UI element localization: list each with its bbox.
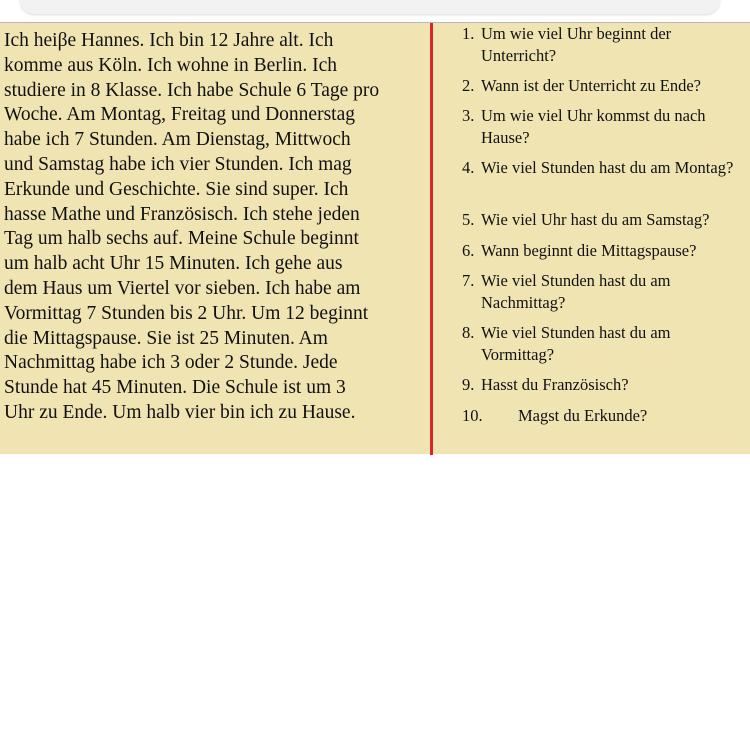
question-item xyxy=(462,75,747,97)
question-item xyxy=(462,209,747,231)
question-item xyxy=(462,270,747,313)
question-number: 4. xyxy=(462,158,475,177)
worksheet xyxy=(0,22,750,454)
question-text: Magst du Erkunde? xyxy=(518,406,648,425)
question-number: 8. xyxy=(462,323,475,342)
question-item xyxy=(462,23,747,66)
question-number: 9. xyxy=(462,375,475,394)
question-number: 1. xyxy=(462,24,475,43)
question-text: Wann ist der Unterricht zu Ende? xyxy=(481,76,701,95)
question-text: Wie viel Stunden hast du am Montag? xyxy=(481,158,734,177)
question-item xyxy=(462,405,747,427)
question-text: Wann beginnt die Mittagspause? xyxy=(481,241,697,260)
top-bar-pill xyxy=(20,0,720,14)
question-number: 7. xyxy=(462,271,475,290)
question-text: Um wie viel Uhr kommst du nach Hause? xyxy=(481,106,706,147)
question-number: 2. xyxy=(462,76,475,95)
question-number: 3. xyxy=(462,106,475,125)
question-text: Hasst du Französisch? xyxy=(481,375,629,394)
question-item xyxy=(462,105,747,148)
question-number: 6. xyxy=(462,241,475,260)
question-text: Wie viel Uhr hast du am Samstag? xyxy=(481,210,710,229)
question-number: 5. xyxy=(462,210,475,229)
question-item xyxy=(462,240,747,262)
question-text: Wie viel Stunden hast du am Nachmittag? xyxy=(481,271,671,312)
reading-text: Ich heiβe Hannes. Ich bin 12 Jahre alt. Ich komme aus Köln. Ich wohne in Berlin. Ich studiere in 8 Klasse. Ich habe Schule 6 Tage pro Woche. Am Montag, Freitag und Donnerstag habe ich 7 Stunden. Am Dienstag, Mittwoch und Samstag habe ich vier Stunden. Ich mag Erkunde und Geschichte. Sie sind super. Ich hasse Mathe und Französisch. Ich stehe jeden Tag um halb sechs auf. Meine Schule beginnt um halb acht Uhr 15 Minuten. Ich gehe aus dem Haus um Viertel vor sieben. Ich habe am Vormittag 7 Stunden bis 2 Uhr. Um 12 beginnt die Mittagspause. Sie ist 25 Minuten. Am Nachmittag habe ich 3 oder 2 Stunde. Jede Stunde hat 45 Minuten. Die Schule ist um 3 Uhr zu Ende. Um halb vier bin ich zu Hause. xyxy=(4,30,380,423)
question-text: Um wie viel Uhr beginnt der Unterricht? xyxy=(481,24,672,65)
question-item xyxy=(462,374,747,396)
question-item xyxy=(462,322,747,365)
question-number: 10. xyxy=(462,406,483,425)
question-item xyxy=(462,157,747,179)
top-bar xyxy=(0,0,750,22)
question-text: Wie viel Stunden hast du am Vormittag? xyxy=(481,323,671,364)
column-divider xyxy=(430,23,433,455)
